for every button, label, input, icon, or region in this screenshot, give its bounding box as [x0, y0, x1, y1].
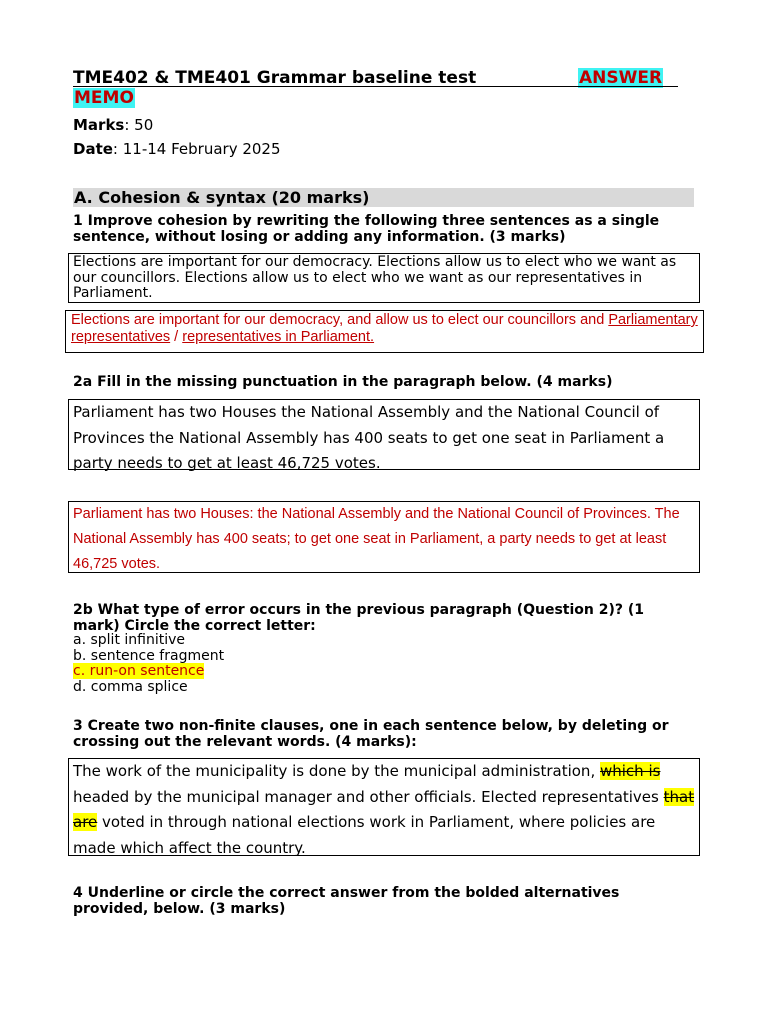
option-d: d. comma splice — [73, 678, 188, 695]
date-label: Date — [73, 140, 113, 158]
memo-label: MEMO — [74, 88, 134, 108]
q3-struck-2: that are — [73, 787, 695, 831]
answer-1-separator: / — [170, 329, 183, 345]
q3-struck-1: which is — [599, 762, 661, 780]
question-2a-answer-box: Parliament has two Houses: the National Assembly and the National Council of Provinces. The National Assembly has 400 seats; to get one seat in Parliament, a party needs to get at least 46,725 votes. — [68, 501, 700, 573]
q3-text-3: voted in through national elections work in Parliament, where policies are made which affect the country. — [73, 813, 656, 857]
option-a: a. split infinitive — [73, 632, 185, 648]
section-a-heading: A. Cohesion & syntax (20 marks) — [73, 188, 694, 207]
q3-text-2: headed by the municipal manager and other officials. Elected representatives — [73, 787, 664, 806]
answer-1-text: Elections are important for our democracy, and allow us to elect our councillors and — [71, 312, 609, 328]
question-2a-prompt: 2a Fill in the missing punctuation in the paragraph below. (4 marks) — [73, 374, 613, 390]
marks-line — [73, 116, 153, 134]
answer-label: ANSWER — [579, 68, 663, 88]
option-b: b. sentence fragment — [73, 647, 225, 664]
question-3-prompt: 3 Create two non-finite clauses, one in each sentence below, by deleting or crossing out the relevant words. (4 marks): — [73, 718, 669, 750]
title-text: TME402 & TME401 Grammar baseline test — [73, 68, 477, 88]
marks-value: : 50 — [124, 116, 154, 134]
question-1-text-box: Elections are important for our democracy. Elections allow us to elect who we want as our councillors. Elections allow us to elect who we want as our representatives in Parliament. — [68, 253, 700, 303]
q3-text-1: The work of the municipality is done by the municipal administration, — [73, 762, 600, 780]
question-1-prompt: 1 Improve cohesion by rewriting the following three sentences as a single sentence, without losing or adding any information. (3 marks) — [73, 213, 660, 245]
document-title — [73, 68, 683, 108]
title-underline — [73, 86, 678, 87]
answer-1-option-a: Parliamentary representatives — [71, 312, 698, 345]
question-4-prompt: 4 Underline or circle the correct answer from the bolded alternatives provided, below. (3 marks) — [73, 885, 620, 917]
question-1-answer-box — [65, 310, 704, 353]
question-2b-prompt: 2b What type of error occurs in the previous paragraph (Question 2)? (1 mark) Circle the correct letter: — [73, 602, 645, 634]
date-line — [73, 140, 281, 158]
marks-label: Marks — [73, 116, 125, 134]
option-c-correct: c. run-on sentence — [73, 663, 205, 680]
answer-1-option-b: representatives in Parliament. — [182, 329, 375, 345]
question-3-text-box — [68, 758, 700, 856]
question-2a-text-box: Parliament has two Houses the National Assembly and the National Council of Provinces the National Assembly has 400 seats to get one seat in Parliament a party needs to get at least 46,725 votes. — [68, 399, 700, 470]
question-2b-options — [73, 633, 224, 695]
date-value: : 11-14 February 2025 — [112, 140, 281, 158]
